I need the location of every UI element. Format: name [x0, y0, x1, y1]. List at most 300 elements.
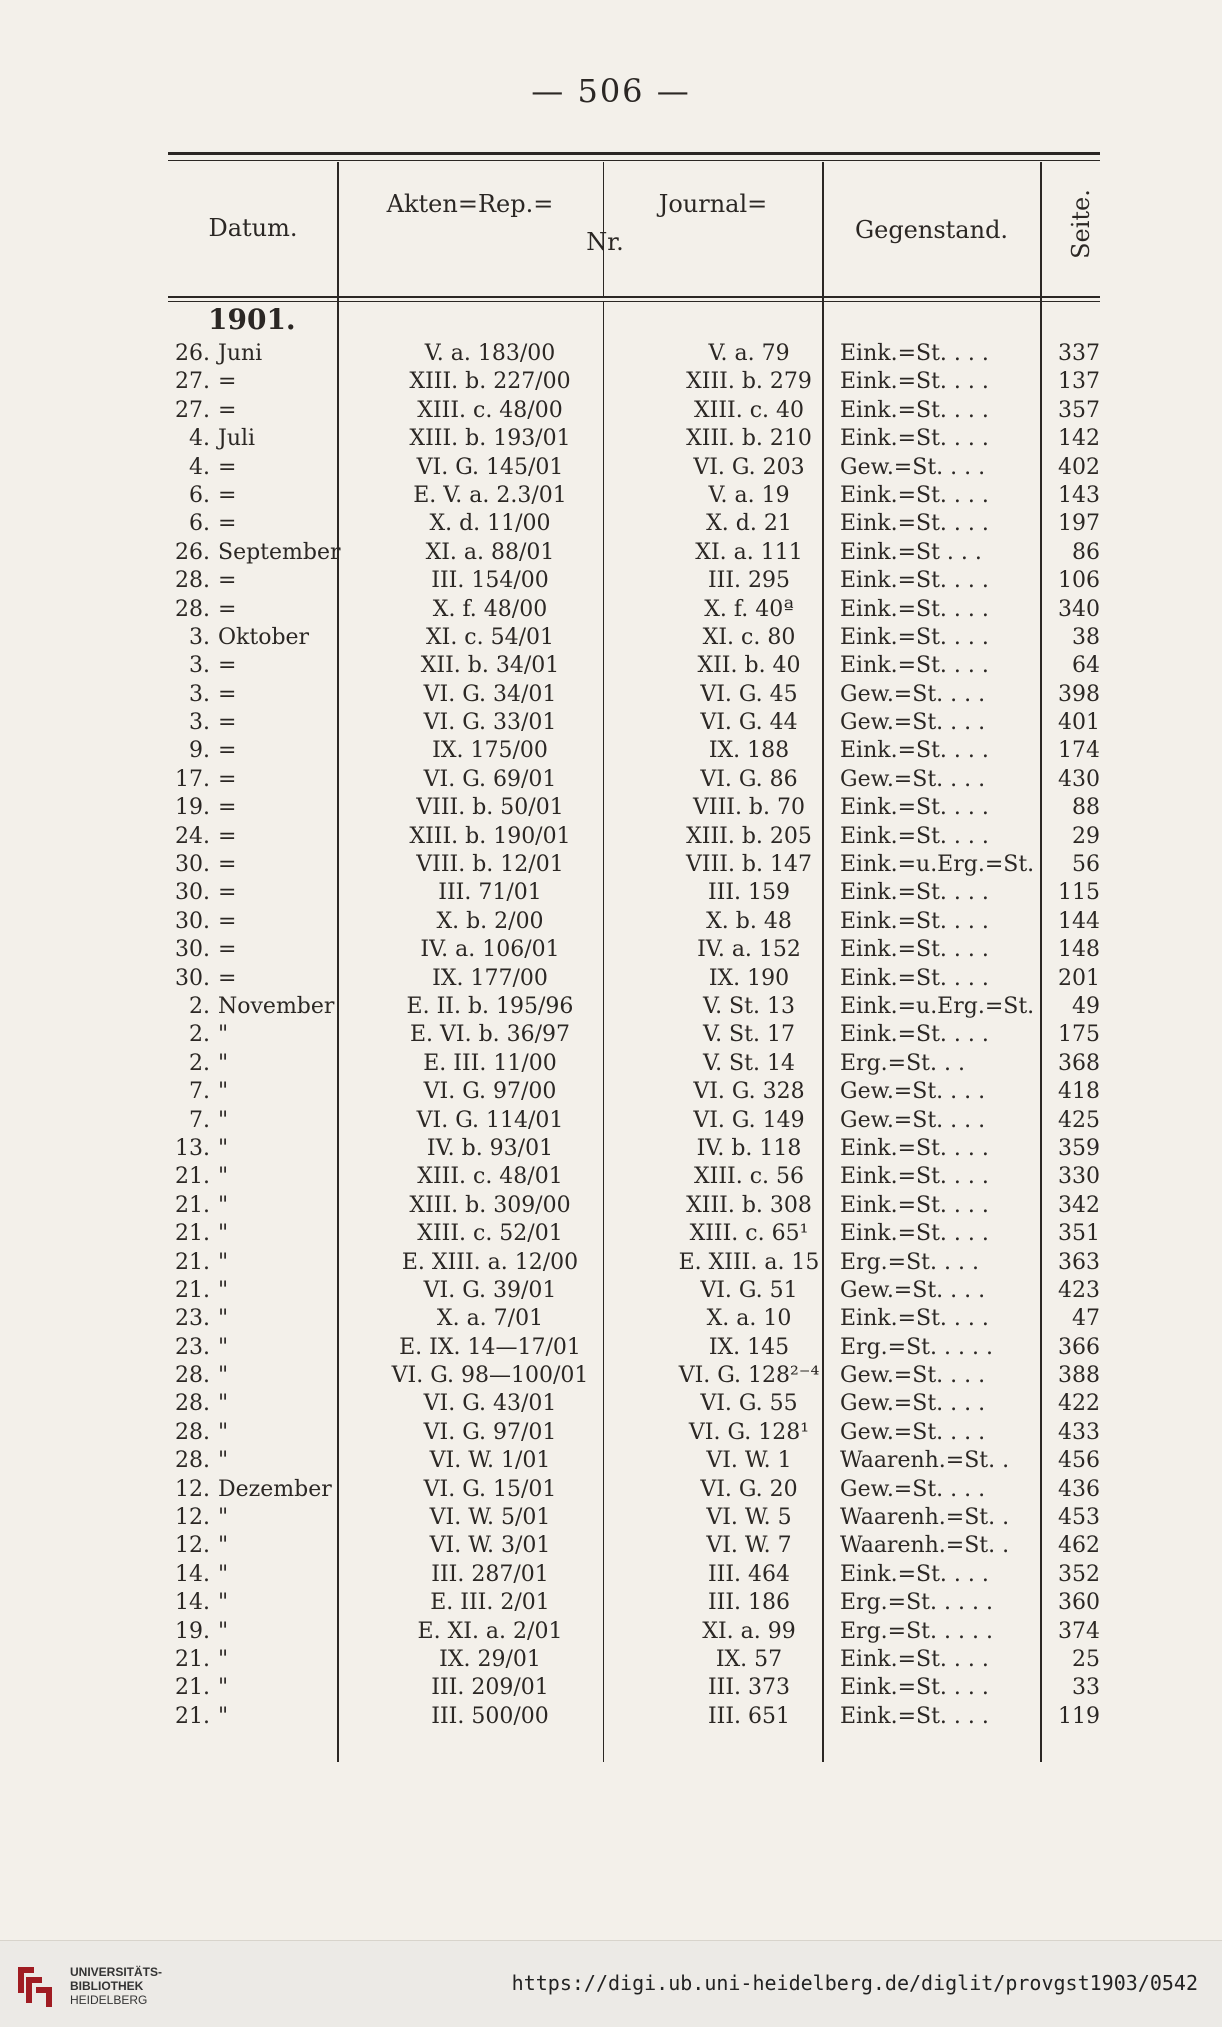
row-gegenstand: Eink.=St. . . . — [840, 511, 989, 537]
row-akten-nr: IX. 177/00 — [432, 965, 548, 991]
row-journal-nr: VI. G. 45 — [700, 681, 798, 707]
row-akten-nr: IV. a. 106/01 — [420, 937, 560, 963]
row-journal-nr: VI. G. 128²⁻⁴ — [678, 1363, 820, 1389]
row-day: 3. — [189, 710, 210, 736]
row-month: " — [218, 1363, 229, 1389]
row-gegenstand: Eink.=St. . . . — [840, 1646, 989, 1672]
row-month: = — [218, 482, 237, 508]
table-row — [168, 1163, 1100, 1191]
row-akten-nr: E. V. a. 2.3/01 — [413, 482, 567, 508]
table-row — [168, 482, 1100, 510]
header-bottom-rule-thin — [168, 301, 1100, 302]
row-day: 21. — [175, 1646, 210, 1672]
row-day: 12. — [175, 1505, 210, 1531]
row-gegenstand: Gew.=St. . . . — [840, 1107, 986, 1133]
row-akten-nr: E. III. 2/01 — [430, 1590, 550, 1616]
row-seite: 148 — [1058, 937, 1100, 963]
row-month: Oktober — [218, 624, 310, 650]
row-day: 2. — [189, 1022, 210, 1048]
row-seite: 330 — [1058, 1164, 1100, 1190]
row-month: " — [218, 1448, 229, 1474]
row-akten-nr: E. XIII. a. 12/00 — [401, 1249, 579, 1275]
row-month: " — [218, 1107, 229, 1133]
row-month: " — [218, 1618, 229, 1644]
row-day: 17. — [175, 766, 210, 792]
table-row — [168, 539, 1100, 567]
row-gegenstand: Gew.=St. . . . — [840, 1277, 986, 1303]
row-akten-nr: VI. G. 114/01 — [416, 1107, 564, 1133]
row-month: = — [218, 397, 237, 423]
row-seite: 456 — [1058, 1448, 1100, 1474]
header-nr: Nr. — [586, 228, 624, 256]
row-journal-nr: V. a. 19 — [708, 482, 790, 508]
row-journal-nr: V. St. 17 — [703, 1022, 795, 1048]
table-row — [168, 1618, 1100, 1646]
row-day: 30. — [175, 908, 210, 934]
row-gegenstand: Eink.=St. . . . — [840, 908, 989, 934]
table-row — [168, 1334, 1100, 1362]
row-month: " — [218, 1135, 229, 1161]
row-akten-nr: VI. G. 145/01 — [416, 454, 564, 480]
row-month: November — [218, 993, 335, 1019]
row-akten-nr: XIII. c. 48/00 — [417, 397, 563, 423]
row-day: 30. — [175, 937, 210, 963]
row-akten-nr: VI. W. 3/01 — [429, 1533, 551, 1559]
row-journal-nr: X. b. 48 — [706, 908, 792, 934]
row-journal-nr: III. 159 — [707, 880, 791, 906]
row-akten-nr: VIII. b. 50/01 — [416, 795, 564, 821]
table-row — [168, 1362, 1100, 1390]
row-akten-nr: VI. G. 33/01 — [423, 710, 557, 736]
row-journal-nr: V. St. 14 — [703, 1050, 795, 1076]
row-journal-nr: XI. c. 80 — [702, 624, 796, 650]
row-gegenstand: Gew.=St. . . . — [840, 681, 986, 707]
row-day: 21. — [175, 1277, 210, 1303]
row-journal-nr: III. 186 — [707, 1590, 791, 1616]
row-day: 21. — [175, 1703, 210, 1729]
row-gegenstand: Eink.=St. . . . — [840, 596, 989, 622]
row-journal-nr: XIII. b. 308 — [686, 1192, 812, 1218]
row-journal-nr: VI. G. 203 — [693, 454, 805, 480]
table-row — [168, 397, 1100, 425]
row-day: 7. — [189, 1107, 210, 1133]
row-gegenstand: Waarenh.=St. . — [840, 1505, 1010, 1531]
row-gegenstand: Gew.=St. . . . — [840, 710, 986, 736]
row-day: 2. — [189, 993, 210, 1019]
row-journal-nr: IV. b. 118 — [696, 1135, 802, 1161]
row-gegenstand: Eink.=St. . . . — [840, 1221, 989, 1247]
row-day: 21. — [175, 1675, 210, 1701]
row-seite: 47 — [1072, 1306, 1100, 1332]
table-row — [168, 1107, 1100, 1135]
row-month: = — [218, 766, 237, 792]
row-journal-nr: VI. G. 328 — [693, 1079, 805, 1105]
row-day: 30. — [175, 965, 210, 991]
row-seite: 29 — [1072, 823, 1100, 849]
row-journal-nr: IX. 190 — [708, 965, 790, 991]
row-month: " — [218, 1249, 229, 1275]
row-seite: 363 — [1058, 1249, 1100, 1275]
table-row — [168, 1674, 1100, 1702]
row-day: 3. — [189, 653, 210, 679]
row-gegenstand: Erg.=St. . . — [840, 1050, 965, 1076]
table-row — [168, 510, 1100, 538]
row-journal-nr: VI. G. 128¹ — [688, 1419, 810, 1445]
row-day: 28. — [175, 1419, 210, 1445]
row-gegenstand: Eink.=St. . . . — [840, 1703, 989, 1729]
row-month: = — [218, 738, 237, 764]
row-seite: 174 — [1058, 738, 1100, 764]
row-gegenstand: Gew.=St. . . . — [840, 454, 986, 480]
row-journal-nr: XIII. b. 205 — [686, 823, 812, 849]
table-row — [168, 1192, 1100, 1220]
row-gegenstand: Gew.=St. . . . — [840, 1079, 986, 1105]
table-row — [168, 737, 1100, 765]
row-seite: 453 — [1058, 1505, 1100, 1531]
page-number: — 506 — — [531, 72, 691, 110]
row-gegenstand: Gew.=St. . . . — [840, 766, 986, 792]
row-month: = — [218, 653, 237, 679]
row-gegenstand: Eink.=St. . . . — [840, 795, 989, 821]
row-akten-nr: VI. G. 97/01 — [423, 1419, 557, 1445]
row-journal-nr: III. 651 — [707, 1703, 791, 1729]
table-row — [168, 709, 1100, 737]
row-akten-nr: XI. c. 54/01 — [425, 624, 555, 650]
row-day: 19. — [175, 795, 210, 821]
row-gegenstand: Eink.=St. . . . — [840, 1675, 989, 1701]
row-gegenstand: Eink.=St. . . . — [840, 568, 989, 594]
row-day: 30. — [175, 880, 210, 906]
row-day: 12. — [175, 1476, 210, 1502]
table-row — [168, 766, 1100, 794]
row-day: 21. — [175, 1249, 210, 1275]
row-gegenstand: Erg.=St. . . . . — [840, 1590, 993, 1616]
row-journal-nr: XI. a. 99 — [702, 1618, 796, 1644]
row-month: " — [218, 1050, 229, 1076]
row-journal-nr: XI. a. 111 — [695, 539, 803, 565]
row-gegenstand: Erg.=St. . . . . — [840, 1334, 993, 1360]
year-heading: 1901. — [208, 303, 296, 336]
row-seite: 374 — [1058, 1618, 1100, 1644]
row-seite: 359 — [1058, 1135, 1100, 1161]
row-gegenstand: Eink.=St . . . — [840, 539, 982, 565]
row-month: September — [218, 539, 341, 565]
row-month: " — [218, 1164, 229, 1190]
row-akten-nr: XI. a. 88/01 — [425, 539, 555, 565]
row-day: 3. — [189, 681, 210, 707]
row-seite: 422 — [1058, 1391, 1100, 1417]
row-seite: 366 — [1058, 1334, 1100, 1360]
row-akten-nr: E. IX. 14—17/01 — [399, 1334, 581, 1360]
row-day: 14. — [175, 1590, 210, 1616]
table-row — [168, 1135, 1100, 1163]
table-row — [168, 652, 1100, 680]
row-seite: 398 — [1058, 681, 1100, 707]
row-gegenstand: Eink.=St. . . . — [840, 624, 989, 650]
row-day: 23. — [175, 1334, 210, 1360]
library-name: UNIVERSITÄTS- BIBLIOTHEK HEIDELBERG — [70, 1965, 163, 2007]
row-month: = — [218, 795, 237, 821]
row-month: " — [218, 1306, 229, 1332]
row-journal-nr: E. XIII. a. 15 — [678, 1249, 820, 1275]
row-day: 28. — [175, 1448, 210, 1474]
row-day: 28. — [175, 596, 210, 622]
row-seite: 401 — [1058, 710, 1100, 736]
row-akten-nr: X. f. 48/00 — [432, 596, 548, 622]
row-seite: 64 — [1072, 653, 1100, 679]
table-row — [168, 1021, 1100, 1049]
row-akten-nr: X. a. 7/01 — [436, 1306, 544, 1332]
row-journal-nr: IX. 57 — [715, 1646, 783, 1672]
row-month: = — [218, 937, 237, 963]
row-journal-nr: III. 295 — [707, 568, 791, 594]
table-row — [168, 596, 1100, 624]
row-journal-nr: VI. W. 7 — [706, 1533, 792, 1559]
row-akten-nr: V. a. 183/00 — [424, 341, 556, 366]
row-day: 21. — [175, 1221, 210, 1247]
header-seite: Seite. — [1067, 189, 1095, 259]
row-journal-nr: VIII. b. 70 — [692, 795, 805, 821]
row-akten-nr: E. III. 11/00 — [423, 1050, 557, 1076]
row-gegenstand: Eink.=u.Erg.=St. — [840, 993, 1035, 1019]
row-akten-nr: E. II. b. 195/96 — [406, 993, 574, 1019]
header-journal: Journal= — [658, 190, 768, 218]
table-row — [168, 1050, 1100, 1078]
row-gegenstand: Eink.=St. . . . — [840, 965, 989, 991]
row-akten-nr: III. 287/01 — [431, 1561, 549, 1587]
row-day: 2. — [189, 1050, 210, 1076]
row-month: " — [218, 1675, 229, 1701]
row-month: = — [218, 454, 237, 480]
row-day: 4. — [189, 426, 210, 452]
row-month: = — [218, 965, 237, 991]
row-seite: 197 — [1058, 511, 1100, 537]
row-journal-nr: XII. b. 40 — [697, 653, 801, 679]
table-row — [168, 879, 1100, 907]
row-seite: 86 — [1072, 539, 1100, 565]
row-day: 26. — [175, 539, 210, 565]
table-row — [168, 965, 1100, 993]
row-day: 4. — [189, 454, 210, 480]
row-journal-nr: IX. 145 — [708, 1334, 790, 1360]
row-month: " — [218, 1561, 229, 1587]
row-day: 28. — [175, 1391, 210, 1417]
row-gegenstand: Eink.=St. . . . — [840, 1192, 989, 1218]
row-day: 12. — [175, 1533, 210, 1559]
row-month: " — [218, 1221, 229, 1247]
row-journal-nr: X. d. 21 — [706, 511, 792, 537]
footer-bar — [0, 1940, 1222, 2027]
row-journal-nr: V. a. 79 — [708, 341, 790, 366]
row-seite: 25 — [1072, 1646, 1100, 1672]
row-gegenstand: Eink.=St. . . . — [840, 482, 989, 508]
header-rule-thick — [168, 152, 1100, 155]
row-month: " — [218, 1646, 229, 1672]
row-month: Dezember — [218, 1476, 332, 1502]
row-seite: 144 — [1058, 908, 1100, 934]
row-month: " — [218, 1079, 229, 1105]
row-day: 6. — [189, 511, 210, 537]
row-seite: 49 — [1072, 993, 1100, 1019]
row-month: " — [218, 1703, 229, 1729]
row-seite: 462 — [1058, 1533, 1100, 1559]
row-day: 26. — [175, 341, 210, 366]
row-seite: 56 — [1072, 852, 1100, 878]
row-gegenstand: Eink.=St. . . . — [840, 1135, 989, 1161]
row-month: = — [218, 681, 237, 707]
row-month: Juli — [218, 426, 256, 452]
row-gegenstand: Eink.=St. . . . — [840, 1561, 989, 1587]
row-gegenstand: Eink.=St. . . . — [840, 937, 989, 963]
row-day: 27. — [175, 369, 210, 395]
table-row — [168, 1078, 1100, 1106]
row-akten-nr: VI. G. 98—100/01 — [391, 1363, 589, 1389]
row-day: 7. — [189, 1079, 210, 1105]
row-akten-nr: IX. 175/00 — [432, 738, 548, 764]
row-akten-nr: VI. G. 34/01 — [423, 681, 557, 707]
row-month: = — [218, 369, 237, 395]
table-row — [168, 1390, 1100, 1418]
row-day: 28. — [175, 1363, 210, 1389]
row-day: 14. — [175, 1561, 210, 1587]
table-row — [168, 823, 1100, 851]
row-day: 21. — [175, 1164, 210, 1190]
row-seite: 402 — [1058, 454, 1100, 480]
row-akten-nr: XIII. b. 193/01 — [409, 426, 571, 452]
row-seite: 337 — [1058, 341, 1100, 366]
row-month: = — [218, 568, 237, 594]
source-url-link[interactable]: https://digi.ub.uni-heidelberg.de/diglit/provgst1903/0542 — [511, 1971, 1198, 1995]
row-akten-nr: VI. W. 1/01 — [429, 1448, 551, 1474]
table-row — [168, 1589, 1100, 1617]
row-seite: 425 — [1058, 1107, 1100, 1133]
row-month: " — [218, 1022, 229, 1048]
table-row — [168, 681, 1100, 709]
row-month: " — [218, 1192, 229, 1218]
row-journal-nr: III. 464 — [707, 1561, 791, 1587]
row-month: = — [218, 880, 237, 906]
row-journal-nr: VI. G. 51 — [700, 1277, 798, 1303]
table-row — [168, 1646, 1100, 1674]
table-row — [168, 425, 1100, 453]
row-day: 28. — [175, 568, 210, 594]
row-akten-nr: XIII. b. 190/01 — [409, 823, 571, 849]
row-seite: 175 — [1058, 1022, 1100, 1048]
row-month: " — [218, 1533, 229, 1559]
row-gegenstand: Eink.=St. . . . — [840, 369, 989, 395]
row-journal-nr: X. a. 10 — [706, 1306, 792, 1332]
row-seite: 342 — [1058, 1192, 1100, 1218]
row-gegenstand: Eink.=u.Erg.=St. — [840, 852, 1035, 878]
table-row — [168, 340, 1100, 368]
row-akten-nr: VI. G. 69/01 — [423, 766, 557, 792]
table-row — [168, 1277, 1100, 1305]
header-akten: Akten=Rep.= — [386, 190, 554, 218]
row-akten-nr: VI. G. 39/01 — [423, 1277, 557, 1303]
row-seite: 430 — [1058, 766, 1100, 792]
row-journal-nr: VI. G. 55 — [700, 1391, 798, 1417]
row-akten-nr: VI. G. 15/01 — [423, 1476, 557, 1502]
row-journal-nr: XIII. c. 40 — [693, 397, 805, 423]
row-day: 6. — [189, 482, 210, 508]
row-month: " — [218, 1505, 229, 1531]
row-journal-nr: IV. a. 152 — [697, 937, 801, 963]
row-gegenstand: Waarenh.=St. . — [840, 1533, 1010, 1559]
row-akten-nr: III. 154/00 — [431, 568, 549, 594]
row-seite: 351 — [1058, 1221, 1100, 1247]
row-month: " — [218, 1590, 229, 1616]
row-gegenstand: Gew.=St. . . . — [840, 1391, 986, 1417]
row-seite: 106 — [1058, 568, 1100, 594]
row-gegenstand: Eink.=St. . . . — [840, 880, 989, 906]
row-month: = — [218, 823, 237, 849]
row-akten-nr: VI. W. 5/01 — [429, 1505, 551, 1531]
row-seite: 115 — [1058, 880, 1100, 906]
header-gegenstand: Gegenstand. — [854, 216, 1009, 244]
row-akten-nr: XII. b. 34/01 — [420, 653, 560, 679]
row-akten-nr: III. 209/01 — [431, 1675, 549, 1701]
row-month: = — [218, 511, 237, 537]
row-gegenstand: Gew.=St. . . . — [840, 1363, 986, 1389]
row-seite: 119 — [1058, 1703, 1100, 1729]
row-gegenstand: Eink.=St. . . . — [840, 738, 989, 764]
row-month: = — [218, 596, 237, 622]
header-datum: Datum. — [208, 214, 298, 242]
row-akten-nr: E. XI. a. 2/01 — [417, 1618, 563, 1644]
table-row — [168, 1532, 1100, 1560]
table-row — [168, 1419, 1100, 1447]
row-seite: 143 — [1058, 482, 1100, 508]
table-row — [168, 1703, 1100, 1731]
row-journal-nr: XIII. b. 279 — [686, 369, 812, 395]
row-month: " — [218, 1391, 229, 1417]
row-journal-nr: VI. G. 44 — [700, 710, 798, 736]
row-month: " — [218, 1277, 229, 1303]
table-row — [168, 624, 1100, 652]
row-seite: 88 — [1072, 795, 1100, 821]
row-seite: 418 — [1058, 1079, 1100, 1105]
row-day: 19. — [175, 1618, 210, 1644]
row-gegenstand: Eink.=St. . . . — [840, 653, 989, 679]
table-row — [168, 567, 1100, 595]
row-journal-nr: XIII. b. 210 — [686, 426, 812, 452]
row-seite: 360 — [1058, 1590, 1100, 1616]
row-seite: 423 — [1058, 1277, 1100, 1303]
row-month: = — [218, 908, 237, 934]
row-gegenstand: Eink.=St. . . . — [840, 823, 989, 849]
row-day: 9. — [189, 738, 210, 764]
row-gegenstand: Eink.=St. . . . — [840, 341, 989, 366]
table-row — [168, 908, 1100, 936]
row-journal-nr: V. St. 13 — [703, 993, 795, 1019]
row-journal-nr: VI. W. 1 — [706, 1448, 792, 1474]
row-gegenstand: Eink.=St. . . . — [840, 1022, 989, 1048]
row-day: 13. — [175, 1135, 210, 1161]
row-gegenstand: Gew.=St. . . . — [840, 1476, 986, 1502]
row-month: = — [218, 710, 237, 736]
header-rule-thin — [168, 160, 1100, 161]
row-month: Juni — [218, 341, 263, 366]
table-row — [168, 993, 1100, 1021]
row-journal-nr: XIII. c. 56 — [693, 1164, 805, 1190]
row-gegenstand: Erg.=St. . . . — [840, 1249, 979, 1275]
table-row — [168, 368, 1100, 396]
row-akten-nr: III. 71/01 — [438, 880, 542, 906]
row-seite: 340 — [1058, 596, 1100, 622]
row-month: " — [218, 1419, 229, 1445]
row-month: = — [218, 852, 237, 878]
table-body — [168, 340, 1100, 1731]
